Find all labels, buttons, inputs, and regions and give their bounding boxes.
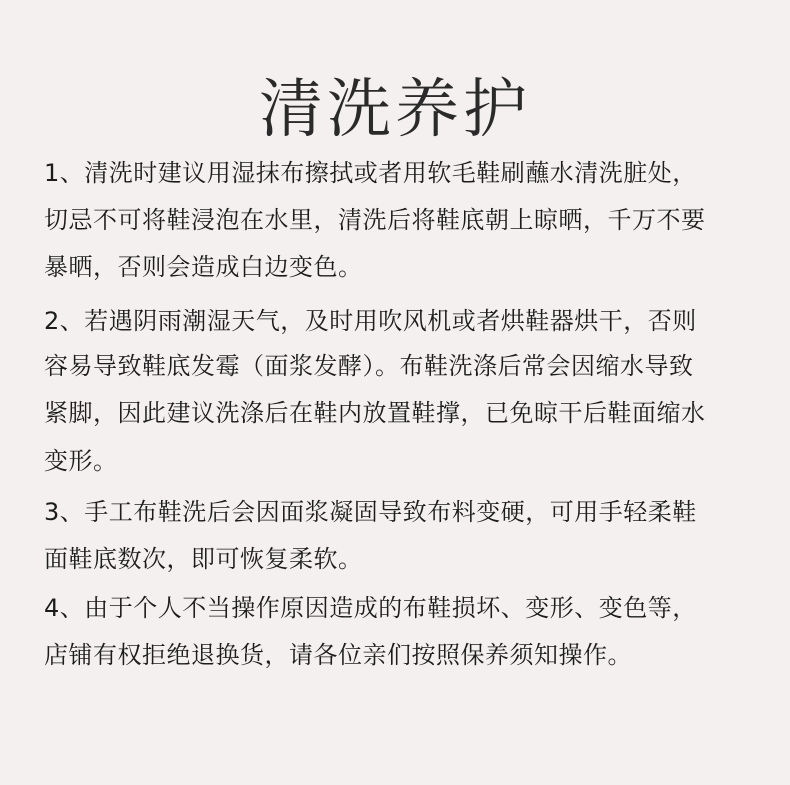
page-title: 清洗养护 <box>259 72 531 147</box>
item-1-line-2: 切忌不可将鞋浸泡在水里，清洗后将鞋底朝上晾晒，千万不要 <box>44 206 706 234</box>
item-3-line-2: 面鞋底数次，即可恢复柔软。 <box>44 545 363 573</box>
item-1-line-3: 暴晒，否则会造成白边变色。 <box>44 253 363 281</box>
item-4-line-1: 4、由于个人不当操作原因造成的布鞋损坏、变形、变色等， <box>44 594 697 622</box>
item-2-line-4: 变形。 <box>44 447 118 475</box>
item-1-line-1: 1、清洗时建议用湿抹布擦拭或者用软毛鞋刷蘸水清洗脏处， <box>44 159 697 187</box>
item-3-line-1: 3、手工布鞋洗后会因面浆凝固导致布料变硬，可用手轻柔鞋 <box>44 498 697 526</box>
item-2-line-3: 紧脚，因此建议洗涤后在鞋内放置鞋撑，已免晾干后鞋面缩水 <box>44 399 706 427</box>
item-2-line-2: 容易导致鞋底发霉（面浆发酵）。布鞋洗涤后常会因缩水导致 <box>44 352 694 380</box>
item-4-line-2: 店铺有权拒绝退换货，请各位亲们按照保养须知操作。 <box>44 641 632 669</box>
item-2-line-1: 2、若遇阴雨潮湿天气，及时用吹风机或者烘鞋器烘干，否则 <box>44 307 697 335</box>
